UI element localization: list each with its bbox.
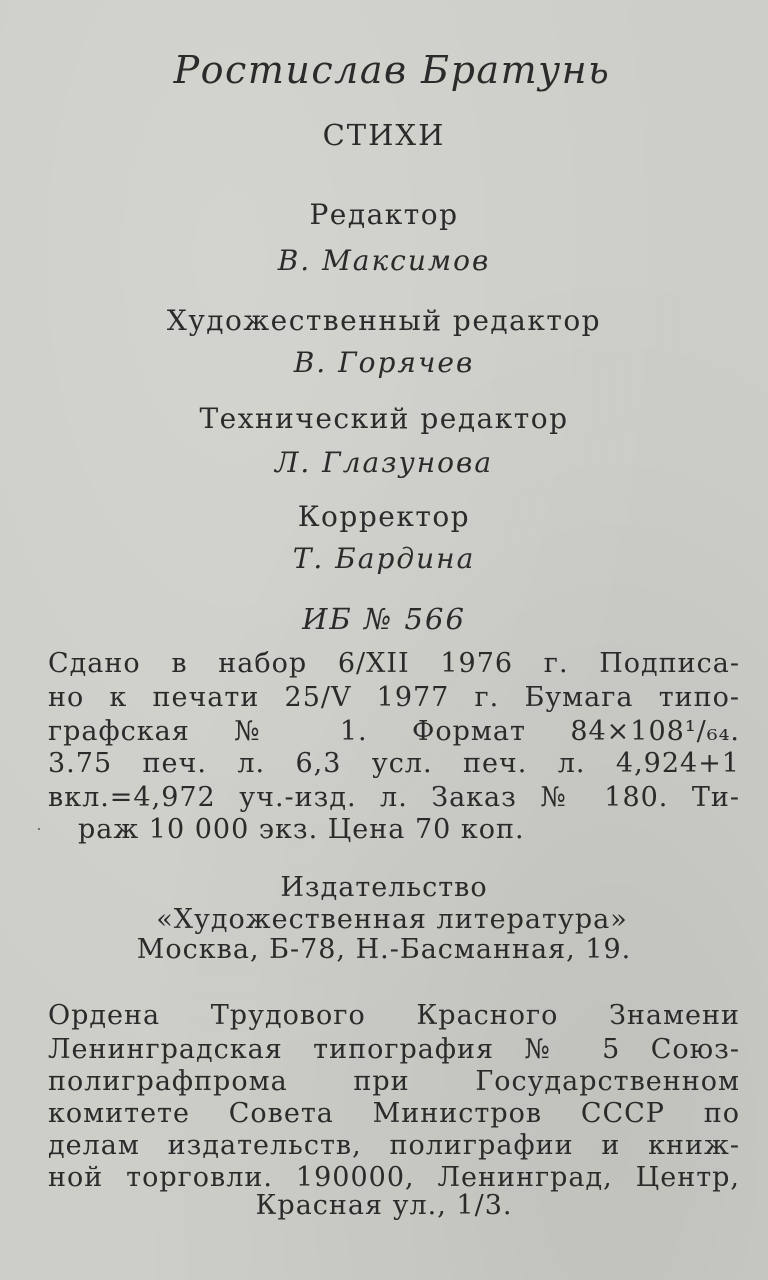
- printer-line: делам издательств, полиграфии и книж-: [48, 1130, 740, 1161]
- book-title: СТИХИ: [322, 118, 446, 152]
- credit-role-technical-editor: Технический редактор: [199, 402, 569, 435]
- printer-line: полиграфпрома при Государственном: [48, 1066, 740, 1097]
- credit-name-technical-editor: Л. Глазунова: [274, 446, 494, 479]
- printer-line: комитете Совета Министров СССР по: [48, 1098, 740, 1129]
- credit-role-proofreader: Корректор: [297, 500, 471, 533]
- ib-number: ИБ № 566: [302, 602, 466, 636]
- credit-role-art-editor: Художественный редактор: [166, 304, 602, 337]
- print-details-line: Сдано в набор 6/XII 1976 г. Подписа-: [48, 648, 740, 679]
- credit-role-editor: Редактор: [309, 198, 459, 231]
- printer-address-line: Красная ул., 1/3.: [255, 1190, 513, 1221]
- print-details-line: графская № 1. Формат 84×108¹/₆₄.: [48, 716, 740, 747]
- printer-line: Ордена Трудового Красного Знамени: [48, 1000, 740, 1031]
- publisher-name: «Художественная литература»: [156, 904, 628, 935]
- printer-line: Ленинградская типография № 5 Союз-: [48, 1034, 740, 1065]
- credit-name-editor: В. Максимов: [277, 244, 491, 277]
- print-details-line: 3.75 печ. л. 6,3 усл. печ. л. 4,924+1: [48, 748, 740, 779]
- paper-speck: [38, 828, 40, 830]
- publisher-label: Издательство: [280, 872, 488, 903]
- print-details-line: вкл.=4,972 уч.-изд. л. Заказ № 180. Ти-: [48, 782, 740, 813]
- print-details-line: раж 10 000 экз. Цена 70 коп.: [78, 814, 525, 845]
- credit-name-proofreader: Т. Бардина: [292, 542, 476, 575]
- publisher-address: Москва, Б-78, Н.-Басманная, 19.: [136, 934, 632, 965]
- author-name: Ростислав Братунь: [173, 48, 611, 92]
- print-details-line: но к печати 25/V 1977 г. Бумага типо-: [48, 682, 740, 713]
- credit-name-art-editor: В. Горячев: [293, 346, 475, 379]
- printer-line: ной торговли. 190000, Ленинград, Центр,: [48, 1162, 740, 1193]
